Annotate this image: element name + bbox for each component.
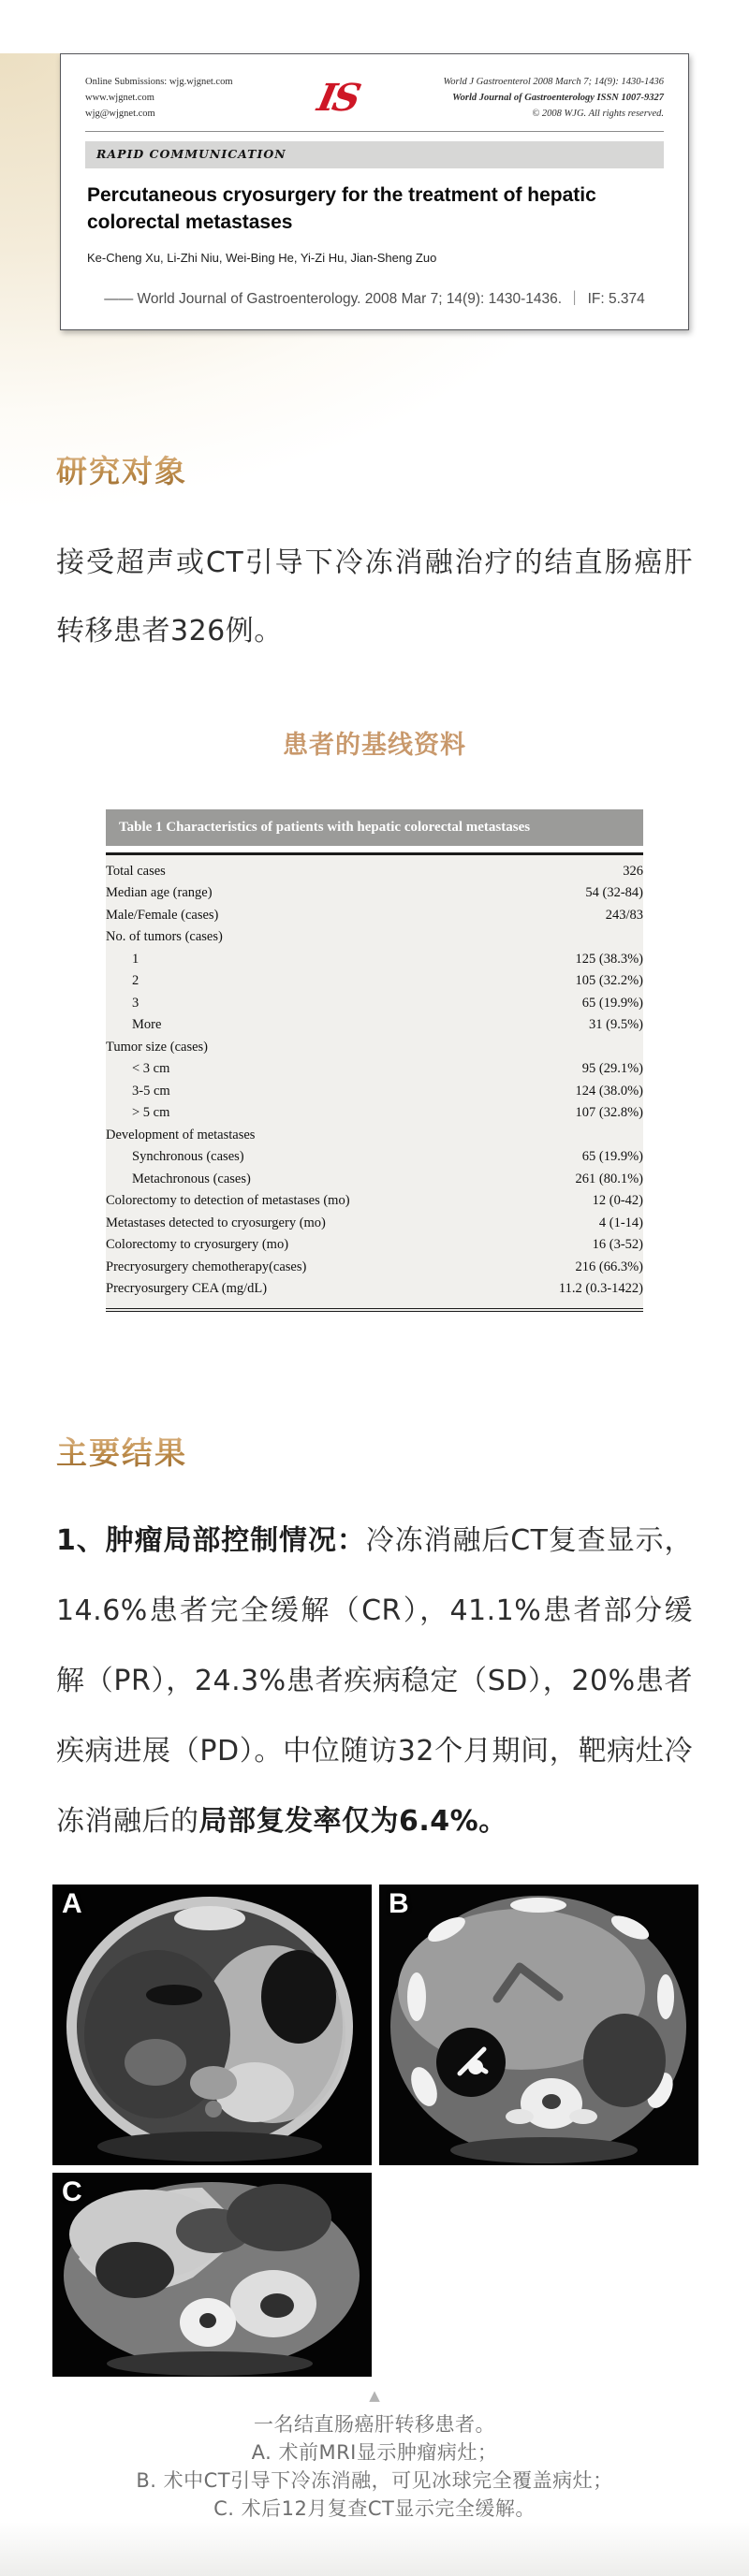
table-body [106, 852, 643, 1312]
results-bold-tail: 局部复发率仅为6.4%。 [198, 1804, 507, 1838]
table-row-value: 216 (66.3%) [575, 1259, 643, 1274]
caption-line: A. 术前MRI显示肿瘤病灶； [251, 2440, 498, 2464]
table-row-label: 2 [132, 973, 140, 989]
table-row-label: > 5 cm [132, 1105, 170, 1121]
table-row-value: 243/83 [605, 907, 643, 923]
card-masthead [85, 75, 664, 132]
results-body-text: 冷冻消融后CT复查显示，14.6%患者完全缓解（CR），41.1%患者部分缓解（PR），24.3%患者疾病稳定（SD），20%患者疾病进展（PD）。中位随访32个月期间，靶病灶冷冻消融后的 [56, 1523, 693, 1838]
table-row-value: 4 (1-14) [598, 1215, 643, 1230]
table-row [106, 1014, 643, 1037]
table-row-value: 11.2 (0.3-1422) [558, 1281, 643, 1297]
ct-scan-b [379, 1885, 698, 2165]
table-row-label: 1 [132, 951, 140, 967]
article-type-tag: RAPID COMMUNICATION [85, 141, 664, 168]
table-row-value: 95 (29.1%) [581, 1061, 643, 1077]
journal-info-line: World J Gastroenterol 2008 March 7; 14(9): 1430-1436 [443, 77, 664, 87]
table-title-bar: Table 1 Characteristics of patients with hepatic colorectal metastases [106, 809, 643, 846]
figure-caption [0, 2410, 749, 2523]
figure-grid [52, 1885, 698, 2377]
ct-scan-b-image [379, 1885, 698, 2165]
figure-label-a: A [62, 1887, 82, 1919]
table-row-value: 326 [623, 863, 643, 879]
page-footer-gradient [0, 2522, 749, 2576]
table-row-label: No. of tumors (cases) [106, 929, 223, 945]
table-row [106, 1190, 643, 1213]
table-row [106, 1058, 643, 1081]
impact-factor: IF: 5.374 [587, 290, 645, 307]
table-row-label: More [132, 1017, 162, 1033]
table-row-label: Tumor size (cases) [106, 1039, 208, 1055]
table-row-value [445, 926, 643, 949]
journal-info-line: World Journal of Gastroenterology ISSN 1007-9327 [452, 92, 664, 103]
citation-text: —— World Journal of Gastroenterology. 2008 Mar 7; 14(9): 1430-1436. [104, 290, 563, 307]
results-bold-lead: 1、肿瘤局部控制情况： [56, 1523, 366, 1557]
ct-scan-c-image [52, 2173, 372, 2377]
submission-line: www.wjgnet.com [85, 92, 154, 103]
caption-line: B. 术中CT引导下冷冻消融，可见冰球完全覆盖病灶； [136, 2468, 613, 2492]
table-row-label: Precryosurgery CEA (mg/dL) [106, 1281, 268, 1297]
journal-logo-icon: IS [314, 76, 362, 121]
study-subjects-paragraph: 接受超声或CT引导下冷冻消融治疗的结直肠癌肝转移患者326例。 [56, 546, 693, 648]
submission-line: Online Submissions: wjg.wjgnet.com [85, 77, 233, 87]
table-row [106, 993, 643, 1015]
table-row-value: 107 (32.8%) [575, 1105, 643, 1121]
table-row [106, 1278, 643, 1301]
table-row-value [445, 1037, 643, 1059]
table-row [106, 970, 643, 993]
table-row [106, 882, 643, 905]
table-row-label: Metachronous (cases) [132, 1171, 251, 1186]
mri-scan-a-image [52, 1885, 372, 2165]
journal-info-block [443, 75, 664, 122]
table-row-value: 12 (0-42) [592, 1193, 643, 1209]
table-row-value [445, 1125, 643, 1147]
table-row [106, 1257, 643, 1279]
table-row-value: 125 (38.3%) [575, 951, 643, 967]
table-row [106, 1213, 643, 1235]
table-row-value: 54 (32-84) [585, 885, 643, 901]
table-row-value: 65 (19.9%) [581, 995, 643, 1011]
table-row-label: Development of metastases [106, 1127, 256, 1142]
table-row-label: Synchronous (cases) [132, 1149, 244, 1165]
table-row-label: < 3 cm [132, 1061, 170, 1077]
table-row [106, 1037, 643, 1059]
baseline-table [106, 809, 643, 1312]
table-row-label: 3-5 cm [132, 1083, 170, 1099]
mri-scan-a [52, 1885, 372, 2165]
journal-info-line: © 2008 WJG. All rights reserved. [532, 108, 664, 119]
table-row-label: 3 [132, 995, 140, 1011]
table-row [106, 1169, 643, 1191]
table-row [106, 1146, 643, 1169]
article-citation [87, 289, 662, 310]
article-authors: Ke-Cheng Xu, Li-Zhi Niu, Wei-Bing He, Yi-Zi Hu, Jian-Sheng Zuo [87, 250, 437, 265]
table-row-value: 124 (38.0%) [575, 1083, 643, 1099]
up-triangle-icon: ▲ [369, 2386, 380, 2404]
table-row-label: Total cases [106, 863, 166, 879]
article-title: Percutaneous cryosurgery for the treatment of hepatic colorectal metastases [87, 183, 596, 233]
journal-article-card [60, 53, 689, 330]
table-row [106, 1125, 643, 1147]
table-row-label: Precryosurgery chemotherapy(cases) [106, 1259, 307, 1274]
figure-label-b: B [389, 1887, 409, 1919]
table-row-label: Colorectomy to cryosurgery (mo) [106, 1237, 289, 1253]
table-row [106, 905, 643, 927]
table-row [106, 949, 643, 971]
table-row [106, 926, 643, 949]
table-row-label: Median age (range) [106, 885, 213, 901]
table-row [106, 1234, 643, 1257]
table-row-label: Metastases detected to cryosurgery (mo) [106, 1215, 326, 1230]
ct-scan-c [52, 2173, 372, 2377]
online-submissions-block [85, 75, 233, 122]
submission-line: wjg@wjgnet.com [85, 108, 155, 119]
table-row-value: 16 (3-52) [592, 1237, 643, 1253]
table-row [106, 1102, 643, 1125]
table-row-label: Male/Female (cases) [106, 907, 219, 923]
table-row [106, 861, 643, 883]
baseline-subheading: 患者的基线资料 [283, 730, 466, 760]
figure-label-c: C [62, 2176, 82, 2207]
caption-line: C. 术后12月复查CT显示完全缓解。 [213, 2496, 536, 2520]
caption-line: 一名结直肠癌肝转移患者。 [254, 2412, 495, 2436]
table-row-value: 105 (32.2%) [575, 973, 643, 989]
table-row-value: 31 (9.5%) [589, 1017, 643, 1033]
section-heading-main-results: 主要结果 [56, 1434, 749, 1472]
table-row-label: Colorectomy to detection of metastases (mo) [106, 1193, 350, 1209]
table-row-value: 65 (19.9%) [581, 1149, 643, 1165]
results-paragraph [56, 1506, 693, 1856]
table-row [106, 1081, 643, 1103]
citation-separator: ｜ [567, 290, 582, 307]
table-row-value: 261 (80.1%) [575, 1171, 643, 1186]
section-heading-study-subjects: 研究对象 [56, 452, 749, 490]
